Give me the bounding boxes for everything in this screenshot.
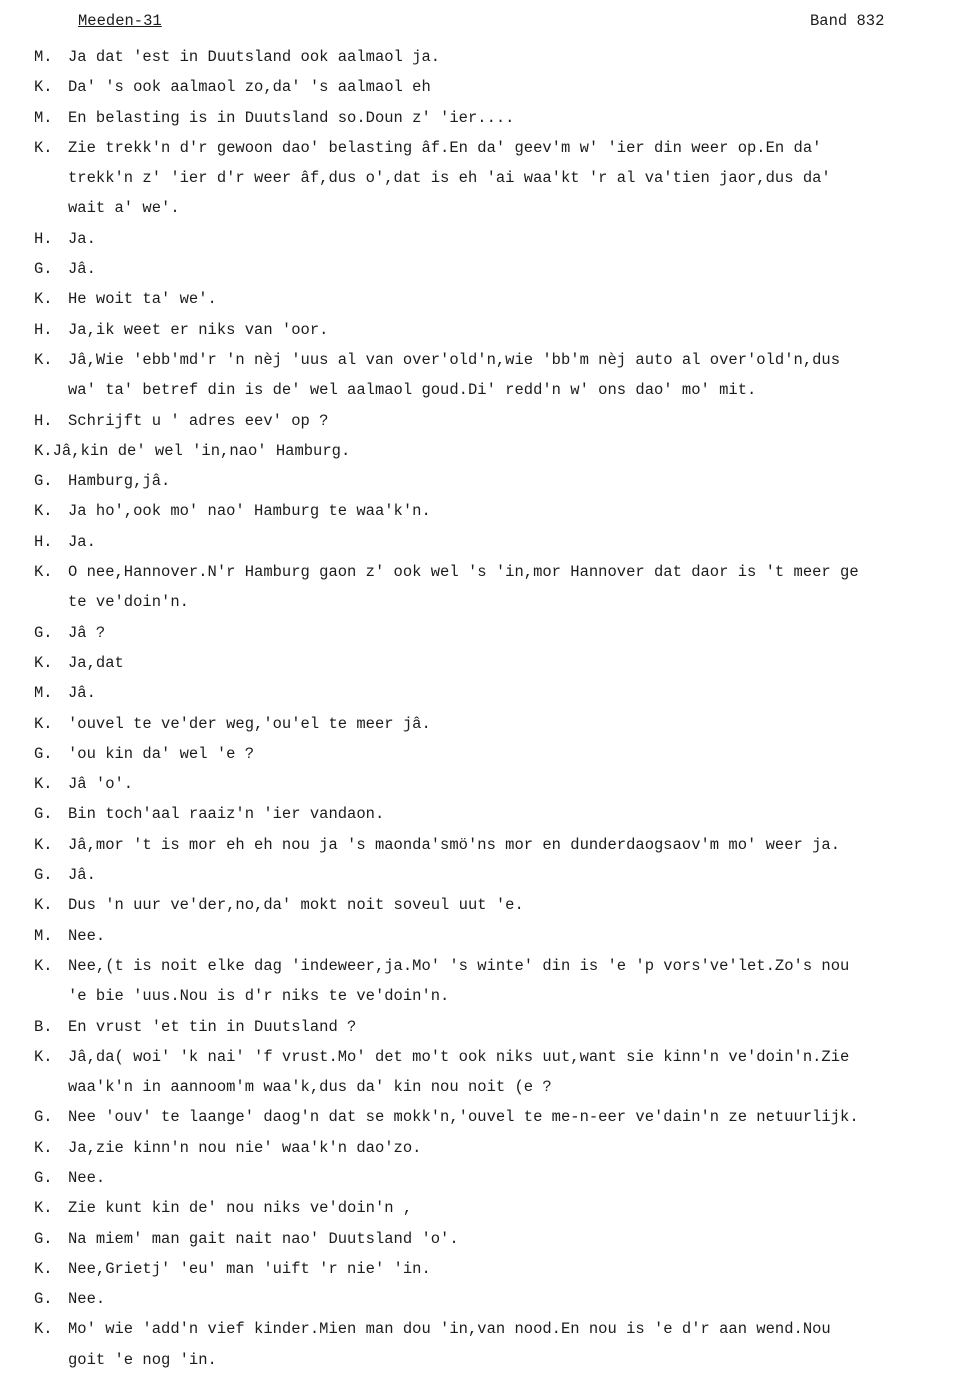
utterance [34,678,969,708]
text-line: Ja,zie kinn'n nou nie' waa'k'n dao'zo. [68,1138,422,1157]
text-line: Jâ. [68,260,96,279]
utterance-text [68,557,969,618]
speaker-label: G. [34,1229,53,1248]
text-line: Jâ,da( woi' 'k nai' 'f vrust.Mo' det mo't ook niks uut,want sie kinn'n ve'doin'n.Zie [68,1047,850,1066]
utterance-text [68,799,969,829]
text-line: Jâ,kin de' wel 'in,nao' Hamburg. [52,441,351,460]
utterance [34,1133,969,1163]
utterance [34,103,969,133]
speaker-label: K. [34,138,53,157]
utterance-text [68,1133,969,1163]
utterance [34,799,969,829]
text-line: Zie kunt kin de' nou niks ve'doin'n , [68,1199,413,1218]
speaker-label: H. [34,532,53,551]
text-line: Nee 'ouv' te laange' daog'n dat se mokk'n,'ouvel te me-n-eer ve'dain'n ze netuurlijk. [68,1108,859,1127]
speaker-label: H. [34,320,53,339]
utterance-text [68,133,969,224]
text-line: Da' 's ook aalmaol zo,da' 's aalmaol eh [68,78,431,97]
utterance [34,830,969,860]
utterance-text [68,678,969,708]
utterance-text [68,1163,969,1193]
utterance [34,133,969,224]
speaker-label: G. [34,260,53,279]
text-line: Nee. [68,1290,106,1309]
utterance [34,345,969,406]
utterance [34,921,969,951]
speaker-label: B. [34,1017,53,1036]
utterance [34,466,969,496]
text-line: Schrijft u ' adres eev' op ? [68,411,329,430]
speaker-label: K. [34,78,53,97]
text-line: Ja. [68,532,96,551]
text-line: Na miem' man gait nait nao' Duutsland 'o'. [68,1229,459,1248]
utterance [34,557,969,618]
utterance [34,648,969,678]
speaker-label: M. [34,108,53,127]
utterance-text [68,860,969,890]
utterance [34,739,969,769]
utterance-text [68,951,969,1012]
utterance [34,72,969,102]
utterance-text [68,1042,969,1103]
utterance-text [68,1254,969,1284]
text-line: waa'k'n in aannoom'm waa'k,dus da' kin nou noit (e ? [68,1078,552,1097]
text-line: Jâ,mor 't is mor eh eh nou ja 's maonda'smö'ns mor en dunderdaogsaov'm mo' weer ja. [68,835,841,854]
utterance [34,1254,969,1284]
utterance [34,1193,969,1223]
text-line: Ja,ik weet er niks van 'oor. [68,320,329,339]
utterance [34,224,969,254]
utterance-text [68,921,969,951]
text-line: Nee. [68,1168,106,1187]
utterance-text [68,406,969,436]
text-line: En belasting is in Duutsland so.Doun z' 'ier.... [68,108,515,127]
text-line: Jâ. [68,866,96,885]
text-line: 'e bie 'uus.Nou is d'r niks te ve'doin'n. [68,987,450,1006]
text-line: Hamburg,jâ. [68,472,171,491]
speaker-label: K. [34,1320,53,1339]
speaker-label: G. [34,866,53,885]
utterance [34,618,969,648]
speaker-label: K. [34,896,53,915]
utterance-text [68,890,969,920]
utterance-text [68,739,969,769]
speaker-label: M. [34,684,53,703]
speaker-label: H. [34,229,53,248]
speaker-label: K. [34,290,53,309]
utterance-text [68,648,969,678]
speaker-label: K. [34,835,53,854]
utterance [34,1102,969,1132]
speaker-label: K. [34,441,53,460]
text-line: 'ouvel te ve'der weg,'ou'el te meer jâ. [68,714,431,733]
utterance [34,1012,969,1042]
utterance [34,769,969,799]
text-line: wait a' we'. [68,199,180,218]
text-line: Jâ. [68,684,96,703]
text-line: Bin toch'aal raaiz'n 'ier vandaon. [68,805,385,824]
text-line: Ja dat 'est in Duutsland ook aalmaol ja. [68,48,441,66]
speaker-label: K. [34,956,53,975]
utterance [34,709,969,739]
utterance-text [68,1284,969,1314]
speaker-label: K. [34,563,53,582]
utterance-text [68,466,969,496]
utterance-text [68,496,969,526]
utterance-text [68,1314,969,1375]
speaker-label: K. [34,502,53,521]
utterance-text [68,527,969,557]
speaker-label: K. [34,775,53,794]
utterance [34,254,969,284]
utterance-text [68,1224,969,1254]
text-line: He woit ta' we'. [68,290,217,309]
utterance [34,496,969,526]
text-line: Nee. [68,926,106,945]
text-line: Mo' wie 'add'n vief kinder.Mien man dou 'in,van nood.En nou is 'e d'r aan wend.Nou [68,1320,831,1339]
utterance [34,890,969,920]
speaker-label: G. [34,805,53,824]
speaker-label: G. [34,1290,53,1309]
utterance-text [68,830,969,860]
speaker-label: K. [34,1259,53,1278]
text-line: te ve'doin'n. [68,593,189,612]
speaker-label: H. [34,411,53,430]
text-line: trekk'n z' 'ier d'r weer âf,dus o',dat is eh 'ai waa'kt 'r al va'tien jaor,dus da' [68,169,831,188]
utterance [34,284,969,314]
speaker-label: G. [34,744,53,763]
text-line: Ja ho',ook mo' nao' Hamburg te waa'k'n. [68,502,431,521]
text-line: Jâ ? [68,623,106,642]
speaker-label: G. [34,472,53,491]
text-line: Nee,(t is noit elke dag 'indeweer,ja.Mo' 's winte' din is 'e 'p vors've'let.Zo's nou [68,956,850,975]
utterance-text [68,709,969,739]
utterance-text [53,436,969,466]
speaker-label: K. [34,1138,53,1157]
utterance [34,315,969,345]
speaker-label: M. [34,48,53,66]
text-line: Nee,Grietj' 'eu' man 'uift 'r nie' 'in. [68,1259,431,1278]
utterance-text [68,42,969,72]
utterance-text [68,618,969,648]
utterance-text [68,769,969,799]
speaker-label: G. [34,1168,53,1187]
utterance [34,436,969,466]
utterance-text [68,254,969,284]
utterance [34,1314,969,1375]
text-line: En vrust 'et tin in Duutsland ? [68,1017,357,1036]
text-line: wa' ta' betref din is de' wel aalmaol goud.Di' redd'n w' ons dao' mo' mit. [68,381,757,400]
utterance-text [68,1102,969,1132]
text-line: Zie trekk'n d'r gewoon dao' belasting âf.En da' geev'm w' 'ier din weer op.En da' [68,138,822,157]
text-line: O nee,Hannover.N'r Hamburg gaon z' ook wel 's 'in,mor Hannover dat daor is 't meer ge [68,563,859,582]
document-reference: Meeden-31 [78,12,162,30]
text-line: Ja,dat [68,653,124,672]
utterance [34,527,969,557]
utterance-text [68,72,969,102]
utterance-text [68,284,969,314]
utterance [34,1284,969,1314]
utterance-text [68,1012,969,1042]
speaker-label: K. [34,714,53,733]
utterance [34,1042,969,1103]
text-line: Dus 'n uur ve'der,no,da' mokt noit soveul uut 'e. [68,896,524,915]
utterance [34,42,969,72]
utterance-text [68,1193,969,1223]
utterance [34,1224,969,1254]
text-line: 'ou kin da' wel 'e ? [68,744,255,763]
transcript-body [34,42,969,1375]
text-line: goit 'e nog 'in. [68,1350,217,1369]
text-line: Jâ,Wie 'ebb'md'r 'n nèj 'uus al van over'old'n,wie 'bb'm nèj auto al over'old'n,dus [68,350,841,369]
utterance [34,860,969,890]
speaker-label: G. [34,1108,53,1127]
utterance-text [68,315,969,345]
utterance [34,951,969,1012]
utterance [34,406,969,436]
utterance [34,1163,969,1193]
tape-number: Band 832 [810,12,885,30]
speaker-label: K. [34,350,53,369]
text-line: Ja. [68,229,96,248]
speaker-label: K. [34,653,53,672]
utterance-text [68,345,969,406]
speaker-label: M. [34,926,53,945]
speaker-label: K. [34,1047,53,1066]
utterance-text [68,103,969,133]
speaker-label: G. [34,623,53,642]
text-line: Jâ 'o'. [68,775,134,794]
speaker-label: K. [34,1199,53,1218]
utterance-text [68,224,969,254]
